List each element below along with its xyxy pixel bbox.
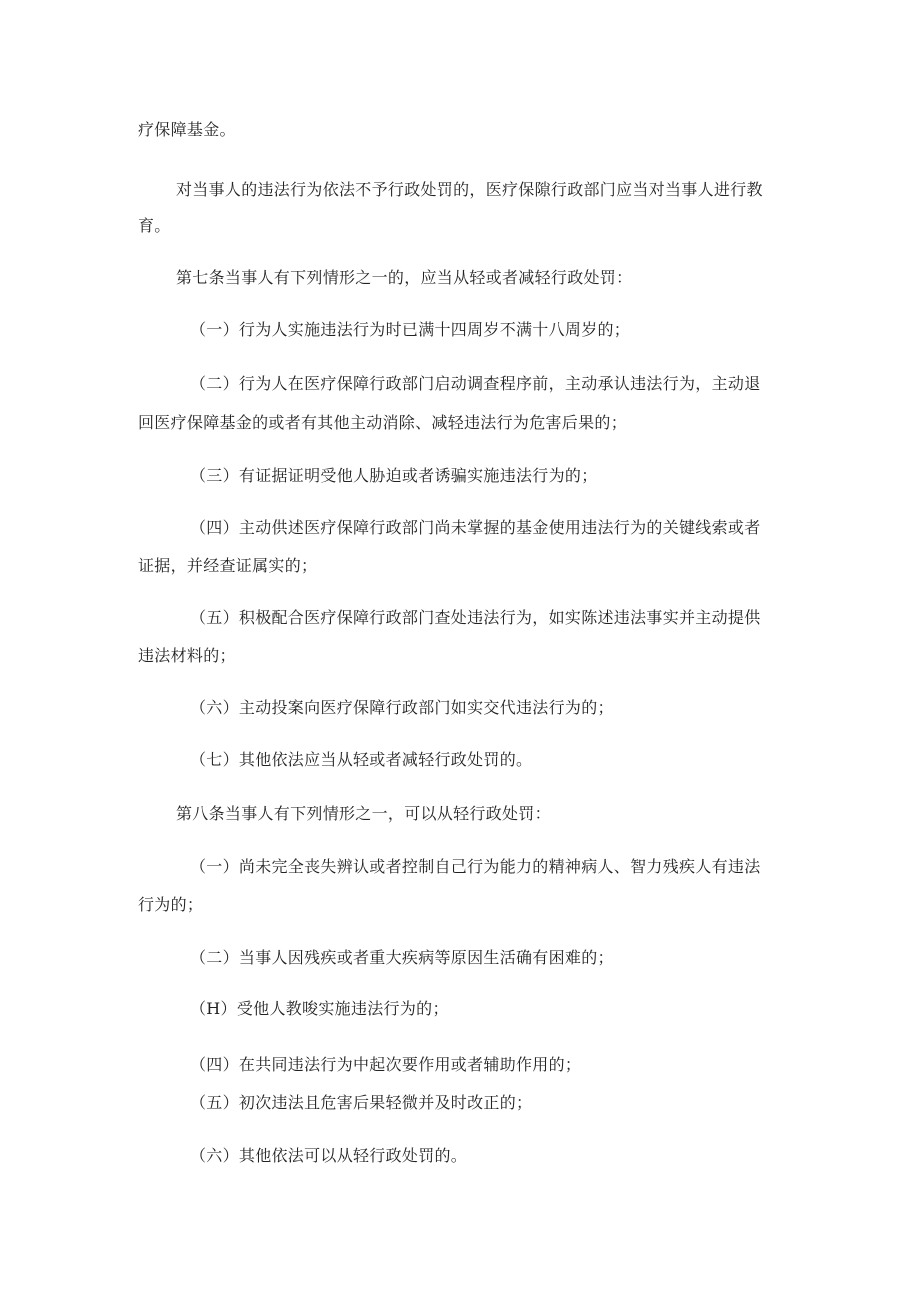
- article-8-item-1-continuation: 行为的；: [138, 895, 204, 914]
- article-7-item-1: （一）行为人实施违法行为时已满十四周岁不满十八周岁的；: [190, 320, 631, 339]
- article-7-item-7: （七）其他依法应当从轻或者减轻行政处罚的。: [190, 750, 533, 769]
- paragraph-line: 对当事人的违法行为依法不予行政处罚的，医疗保隙行政部门应当对当事人进行教: [176, 180, 763, 199]
- article-7-item-4-continuation: 证据，并经查证属实的；: [138, 556, 318, 575]
- article-7-item-2-continuation: 回医疗保障基金的或者有其他主动消除、减轻违法行为危害后果的；: [138, 413, 628, 432]
- paragraph-continuation-line: 育。: [138, 216, 171, 235]
- article-8-item-6: （六）其他依法可以从轻行政处罚的。: [190, 1146, 468, 1165]
- article-7-item-5-continuation: 违法材料的；: [138, 646, 236, 665]
- article-7-item-2: （二）行为人在医疗保障行政部门启动调查程序前，主动承认违法行为，主动退: [190, 374, 761, 393]
- article-8-item-1: （一）尚未完全丧失辨认或者控制自己行为能力的精神病人、智力残疾人有违法: [190, 857, 761, 876]
- article-8-item-4: （四）在共同违法行为中起次要作用或者辅助作用的；: [190, 1055, 582, 1074]
- article-8-item-5: （五）初次违法且危害后果轻微并及时改正的；: [190, 1093, 533, 1112]
- article-7-item-5: （五）积极配合医疗保障行政部门查处违法行为，如实陈述违法事实并主动提供: [190, 608, 761, 627]
- article-7-item-3: （三）有证据证明受他人胁迫或者诱骗实施违法行为的；: [190, 466, 598, 485]
- article-8-item-2: （二）当事人因残疾或者重大疾病等原因生活确有困难的；: [190, 948, 614, 967]
- article-8-heading: 第八条当事人有下列情形之一，可以从轻行政处罚：: [176, 804, 551, 823]
- article-8-item-3: （H）受他人教唆实施违法行为的；: [190, 999, 449, 1018]
- paragraph-continuation-line: 疗保障基金。: [138, 120, 236, 139]
- article-7-heading: 第七条当事人有下列情形之一的，应当从轻或者减轻行政处罚：: [176, 268, 633, 287]
- article-7-item-6: （六）主动投案向医疗保障行政部门如实交代违法行为的；: [190, 698, 614, 717]
- article-7-item-4: （四）主动供述医疗保障行政部门尚未掌握的基金使用违法行为的关键线索或者: [190, 518, 761, 537]
